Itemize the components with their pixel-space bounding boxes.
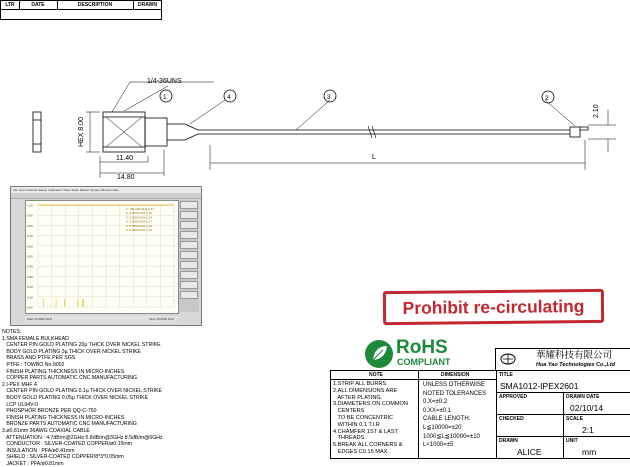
rohs-subtitle: COMPLIANT <box>397 357 451 367</box>
dim-hex: HEX 8.00 <box>78 117 85 147</box>
rev-header-description: DESCRIPTION <box>57 1 134 9</box>
tb-drawn-cell <box>497 437 564 459</box>
y-tick-label: 0.70 <box>27 234 33 239</box>
notes-line: PTFE : TOWBO No.9002 <box>2 361 65 368</box>
company-name-en: Hua Yao Technologies Co.,Ltd <box>536 362 615 368</box>
tb-tolerance-line: 0.X=±0.2 <box>423 399 448 406</box>
notes-line: JACKET : PFA/ø0.81mm <box>2 460 64 467</box>
notes-line: CENTER PIN GOLD PLATING 0.1µ THICK OVER NICKEL STRIKE <box>2 388 162 395</box>
balloon-2-text: 2 <box>545 95 549 102</box>
y-tick-label: 0.20 <box>27 285 33 290</box>
vswr-chart <box>26 201 178 313</box>
notes-line: BODY GOLD PLATING 0.05µ THICK OVER NICKEL STRIKE <box>2 394 149 401</box>
analyzer-status <box>25 316 177 322</box>
status-stop: Stop 18.0000 GHz <box>149 317 174 321</box>
rohs-title: RoHS <box>396 337 448 358</box>
tb-approved-cell <box>497 393 564 415</box>
assembly-drawing <box>0 0 630 186</box>
tb-tolerance-line: L≦10000=±20 <box>423 424 462 431</box>
notes-line: CONDUCTOR : SILVER-COATED COPPER/ø0.15mm <box>2 441 132 448</box>
y-tick-label: 0.10 <box>27 295 33 300</box>
prohibit-stamp: Prohibit re-circulating <box>383 289 604 325</box>
ipex-plug <box>570 127 580 137</box>
tb-approved-label: APPROVED <box>499 394 528 400</box>
connector-flange <box>145 118 167 146</box>
tb-drawn-value: ALICE <box>517 447 542 457</box>
marker-readout: 3: 3.5000 GHz 1.14 <box>126 215 153 220</box>
analyzer-menu: File View Channel Sweep Calibration Trace Scale Marker System Window Help <box>11 187 201 193</box>
balloon-1-text: 1 <box>163 94 167 101</box>
tb-checked-cell <box>497 415 564 437</box>
analyzer-softkeys <box>179 200 199 312</box>
marker-readout: 2: 2.4000 GHz 1.10 <box>126 211 153 216</box>
dim-1140: 11.40 <box>116 155 133 162</box>
notes-line: COPPER PARTS AUTOMATIC CNC MANUFACTURING <box>2 375 138 382</box>
tb-note-line: THREADS. <box>333 435 366 442</box>
company-block <box>495 348 630 371</box>
tb-note-line: CENTERS <box>333 408 365 415</box>
hex-nut-left <box>33 112 41 152</box>
company-name-cn: 華耀科技有限公司 <box>536 350 613 361</box>
tb-dimension-header: DIMENSION <box>441 372 470 378</box>
analyzer-screenshot <box>10 186 202 326</box>
notes-line: FINISH PLATING THICKNESS IN MICRO-INCHES <box>2 368 125 375</box>
balloon-4-text: 4 <box>227 94 231 101</box>
y-tick-label: 0.00 <box>27 305 33 310</box>
rohs-logo <box>364 336 476 370</box>
y-tick-label: 1.00 <box>27 203 33 208</box>
notes-line: LCP UL94V-0 <box>2 401 38 408</box>
dim-length: L <box>372 154 376 161</box>
rev-header-ltr: LTR <box>1 1 20 9</box>
tb-note-line: WITHIN 0.1 T.I.R <box>333 421 380 428</box>
marker-readout: 5: 5.8500 GHz 1.22 <box>126 223 153 228</box>
rev-header-drawn: DRAWN <box>138 2 157 8</box>
title-block <box>330 370 630 459</box>
notes-line: BRONZE PARTS AUTOMATIC CNC MANUFACTURING <box>2 421 137 428</box>
y-tick-label: 0.60 <box>27 244 33 249</box>
tb-drawn-label: DRAWN <box>499 438 518 444</box>
marker-readout: 4: 5.2500 GHz 1.17 <box>126 219 153 224</box>
tb-scale-value: 2:1 <box>582 425 594 435</box>
tb-note-line: 3.DIAMETERS ON COMMON <box>333 401 408 408</box>
tb-title-cell <box>497 371 630 393</box>
y-tick-label: 0.80 <box>27 223 33 228</box>
marker-readout: 6: 6.0000 GHz 1.24 <box>126 228 153 232</box>
y-tick-label: 0.50 <box>27 254 33 259</box>
tb-note-line: 2.ALL DIMENSIONS ARE <box>333 387 398 394</box>
notes-line: FINISH PLATING THICKNESS IN MICRO-INCHES <box>2 414 125 421</box>
notes-line: 2.I-PEX MHF 4 <box>2 381 37 388</box>
notes-line: BODY GOLD PLATING 3µ THICK OVER NICKEL STRIKE <box>2 348 141 355</box>
rev-header-date: DATE <box>19 1 58 9</box>
notes-line: CENTER PIN GOLD PLATING 20µ THICK OVER NICKEL STRIKE <box>2 342 161 349</box>
tb-note-line: AFTER PLATING. <box>333 394 383 401</box>
tb-drawn-date-value: 02/10/14 <box>570 403 604 413</box>
rohs-leaf-icon <box>364 338 394 370</box>
tb-note-header: NOTE <box>369 372 383 378</box>
tb-scale-label: SCALE <box>566 416 583 422</box>
dim-1480: 14.80 <box>117 174 135 181</box>
tb-tolerance-line: 1000≦L≦10000=±10 <box>423 433 480 440</box>
tb-unit-label: UNIT <box>566 438 578 444</box>
tb-tolerance-line: CABLE LENGTH: <box>423 416 471 423</box>
y-tick-label: 0.40 <box>27 264 33 269</box>
thread-label: 1/4-36UNS <box>147 78 182 85</box>
tb-tolerance-line: UNLESS OTHERWISE <box>423 382 485 388</box>
balloon-3-text: 3 <box>327 94 331 101</box>
tb-checked-label: CHECKED <box>499 416 524 422</box>
tb-note-line: 1.STRIP ALL BURRS. <box>333 381 388 387</box>
dim-210: 2.10 <box>593 104 600 118</box>
analyzer-toolbar <box>11 193 201 199</box>
tb-tolerance-line: L<1000=±5 <box>423 442 454 449</box>
y-tick-label: 0.30 <box>27 274 33 279</box>
tb-drawn-date-label: DRAWN DATE <box>566 394 600 400</box>
tb-scale-cell <box>564 415 630 437</box>
tb-title-value: SMA1012-IPEX2601 <box>500 381 579 391</box>
tb-tolerance-line: NOTED TOLERANCES <box>423 390 487 397</box>
analyzer-plot <box>25 200 179 314</box>
notes-line: BRASS AND PTFE PER SGS <box>2 355 76 362</box>
tb-unit-value: mm <box>582 447 597 457</box>
tb-drawn-date-cell <box>564 393 630 415</box>
tb-note-cell <box>331 371 419 459</box>
tb-note-line: 4.CHAMFER 1ST & LAST <box>333 428 398 435</box>
notes-line: 3.ø0.81mm 36AWG COAXIAL CABLE <box>2 427 90 434</box>
tb-unit-cell <box>564 437 630 459</box>
tb-note-line: EDGES C0.15 MAX. <box>333 448 389 455</box>
tb-note-line: TO BE CONCENTRIC <box>333 414 394 421</box>
notes-title: NOTES: <box>2 329 22 335</box>
tb-title-label: TITLE <box>499 372 513 378</box>
tb-tolerance-line: 0.XX=±0.1 <box>423 407 452 414</box>
company-logo-icon <box>500 352 516 366</box>
notes-line: SHIELD : SILVER-COATED COPPER/8*3*0.05mm <box>2 454 124 461</box>
tb-dimension-cell <box>419 371 497 459</box>
status-start: Start 10.0000 MHz <box>27 317 53 321</box>
material-notes <box>2 329 307 467</box>
notes-line: PHOSPHOR BRONZE PER QQ-C-750 <box>2 408 97 415</box>
y-tick-label: 0.90 <box>27 213 33 218</box>
notes-line: ATTENUATION : 4.7dB/m@2GHz 5.8dB/m@3GHz 8.5dB/m@6GHz <box>2 434 163 441</box>
notes-line: 1.SMA FEMALE BULKHEAD <box>2 335 69 342</box>
notes-line: INSULATION : PFA/ø0.41mm <box>2 447 75 454</box>
marker-readout: 1: 700.000 MHz 1.07 <box>126 207 154 211</box>
tb-note-line: 5.BREAK ALL CORNERS & <box>333 442 403 449</box>
